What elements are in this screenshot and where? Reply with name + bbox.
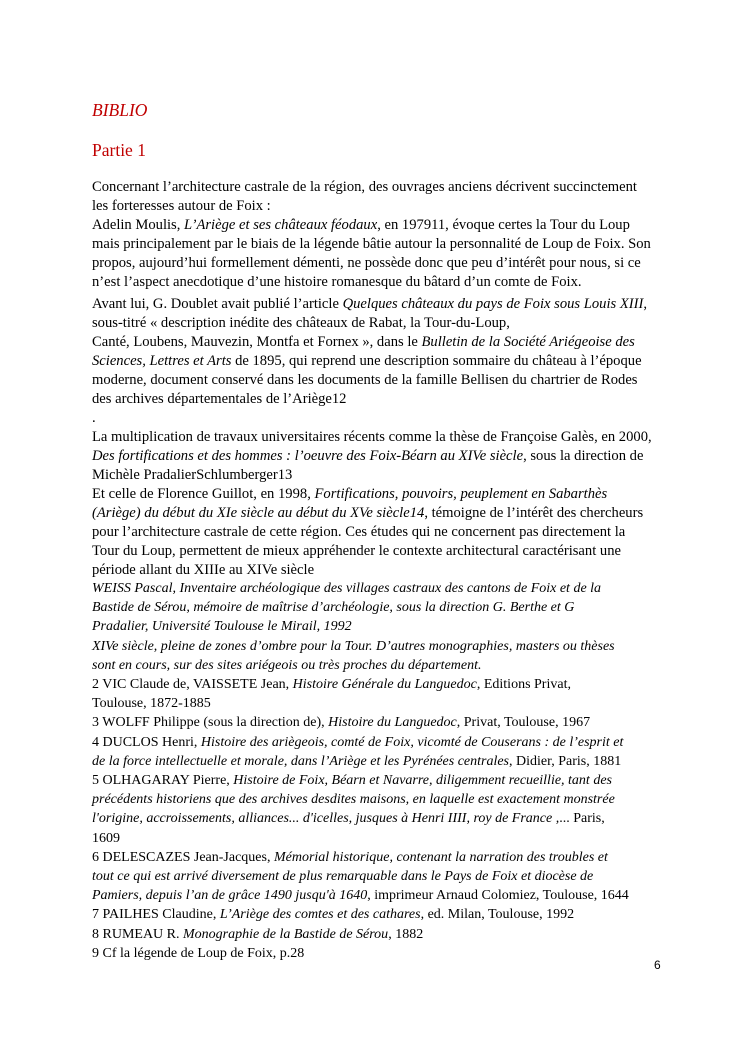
page-number: 6 — [654, 958, 661, 972]
text-line: Tour du Loup, permettent de mieux appréhender le contexte architectural caractérisant une — [92, 543, 621, 559]
heading-partie-1: Partie 1 — [92, 140, 146, 160]
footnote-line: WEISS Pascal, Inventaire archéologique des villages castraux des cantons de Foix et de la — [92, 581, 602, 596]
text-line: Et celle de Florence Guillot, en 1998, Fortifications, pouvoirs, peuplement en Sabarthès — [92, 486, 608, 502]
text-line: La multiplication de travaux universitaires récents comme la thèse de Françoise Galès, en 2000, — [92, 429, 652, 445]
text-line: sous-titré « description inédite des châteaux de Rabat, la Tour-du-Loup, — [92, 315, 510, 331]
book-title: L’Ariège et ses châteaux féodaux — [184, 217, 378, 233]
footnote-line: précédents historiens que des archives desdites maisons, en laquelle est exactement monstrée — [92, 792, 615, 808]
paragraph-doublet — [92, 295, 662, 580]
text-line: période allant du XIIIe au XIVe siècle — [92, 562, 315, 578]
text-line: Concernant l’architecture castrale de la région, des ouvrages anciens décrivent succinctement — [92, 179, 637, 195]
text-line: les forteresses autour de Foix : — [92, 198, 271, 214]
footnote-line: Pradalier, Université Toulouse le Mirail, 1992 — [92, 619, 352, 635]
thesis-title: Des fortifications et des hommes : l’oeuvre des Foix-Béarn au XIVe siècle — [92, 448, 524, 464]
footnote-3: 3 WOLFF Philippe (sous la direction de), Histoire du Languedoc, Privat, Toulouse, 1967 — [92, 715, 591, 731]
footnote-line: tout ce qui est arrivé diversement de plus remarquable dans le Pays de Foix et diocèse de — [92, 869, 594, 885]
footnote-line: XIVe siècle, pleine de zones d’ombre pour la Tour. D’autres monographies, masters ou thèses — [92, 638, 615, 654]
heading-biblio: BIBLIO — [92, 100, 148, 120]
footnote-line: 1609 — [92, 830, 120, 846]
text-line: Des fortifications et des hommes : l’oeuvre des Foix-Béarn au XIVe siècle, sous la direction de — [92, 448, 644, 464]
footnotes — [92, 579, 662, 963]
text-line: Sciences, Lettres et Arts de 1895, qui reprend une description sommaire du château à l’époque — [92, 353, 642, 369]
footnote-line: de la force intellectuelle et morale, dans l’Ariège et les Pyrénées centrales, Didier, Paris, 1881 — [92, 753, 622, 769]
footnote-7: 7 PAILHES Claudine, L’Ariège des comtes et des cathares, ed. Milan, Toulouse, 1992 — [92, 907, 575, 923]
text-line: des archives départementales de l’Ariège12 — [92, 391, 347, 407]
thesis-title: Fortifications, pouvoirs, peuplement en Sabarthès — [314, 486, 608, 502]
text-line: moderne, document conservé dans les documents de la famille Bellisen du chartrier de Rodes — [92, 372, 638, 388]
text-line: Michèle PradalierSchlumberger13 — [92, 467, 293, 483]
footnote-line: sont en cours, sur des sites ariégeois ou très proches du département. — [92, 657, 482, 673]
text-line: . — [92, 410, 96, 426]
bulletin-title-cont: Sciences, Lettres et Arts — [92, 353, 232, 369]
paragraph-intro — [92, 178, 662, 292]
text-line: Canté, Loubens, Mauvezin, Montfa et Fornex », dans le Bulletin de la Société Ariégeoise des — [92, 334, 635, 350]
footnote-line: Bastide de Sérou, mémoire de maîtrise d’archéologie, sous la direction G. Berthe et G — [92, 600, 575, 616]
footnote-4: 4 DUCLOS Henri, Histoire des ariègeois, comté de Foix, vicomté de Couserans : de l’esprit et — [92, 734, 624, 750]
text-line: n’est l’aspect anecdotique d’une histoire romanesque du bâtard d’un comte de Foix. — [92, 274, 582, 290]
article-title: Quelques châteaux du pays de Foix sous Louis XIII — [342, 296, 644, 312]
text-line: mais principalement par le biais de la légende bâtie autour la personnalité de Loup de Foix. Son — [92, 236, 651, 252]
footnote-5: 5 OLHAGARAY Pierre, Histoire de Foix, Béarn et Navarre, diligemment recueillie, tant des — [92, 773, 612, 789]
text-line: propos, aujourd’hui formellement démenti, ne possède donc que peu d’intérêt pour nous, si ce — [92, 255, 641, 271]
text-line: pour l’architecture castrale de cette région. Ces études qui ne concernent pas directement la — [92, 524, 626, 540]
footnote-line: Pamiers, depuis l’an de grâce 1490 jusqu'à 1640, imprimeur Arnaud Colomiez, Toulouse, 1644 — [92, 888, 629, 904]
text-line: (Ariège) du début du XIe siècle au début du XVe siècle14, témoigne de l’intérêt des chercheurs — [92, 505, 644, 521]
text-line: Adelin Moulis, L’Ariège et ses châteaux féodaux, en 197911, évoque certes la Tour du Loup — [92, 217, 630, 233]
footnote-line: Toulouse, 1872-1885 — [92, 696, 211, 712]
footnote-6: 6 DELESCAZES Jean-Jacques, Mémorial historique, contenant la narration des troubles et — [92, 849, 608, 865]
footnote-2: 2 VIC Claude de, VAISSETE Jean, Histoire Générale du Languedoc, Editions Privat, — [92, 677, 571, 693]
footnote-9: 9 Cf la légende de Loup de Foix, p.28 — [92, 945, 305, 961]
footnote-8: 8 RUMEAU R. Monographie de la Bastide de Sérou, 1882 — [92, 926, 424, 942]
text-line: Avant lui, G. Doublet avait publié l’article Quelques châteaux du pays de Foix sous Louis XIII, — [92, 296, 647, 312]
bulletin-title: Bulletin de la Société Ariégeoise des — [421, 334, 635, 350]
thesis-title-cont: (Ariège) du début du XIe siècle au début du XVe siècle14 — [92, 505, 425, 521]
footnote-line: l'origine, accroissements, alliances... d'icelles, jusques à Henri IIII, roy de France ,... Paris, — [92, 811, 605, 827]
